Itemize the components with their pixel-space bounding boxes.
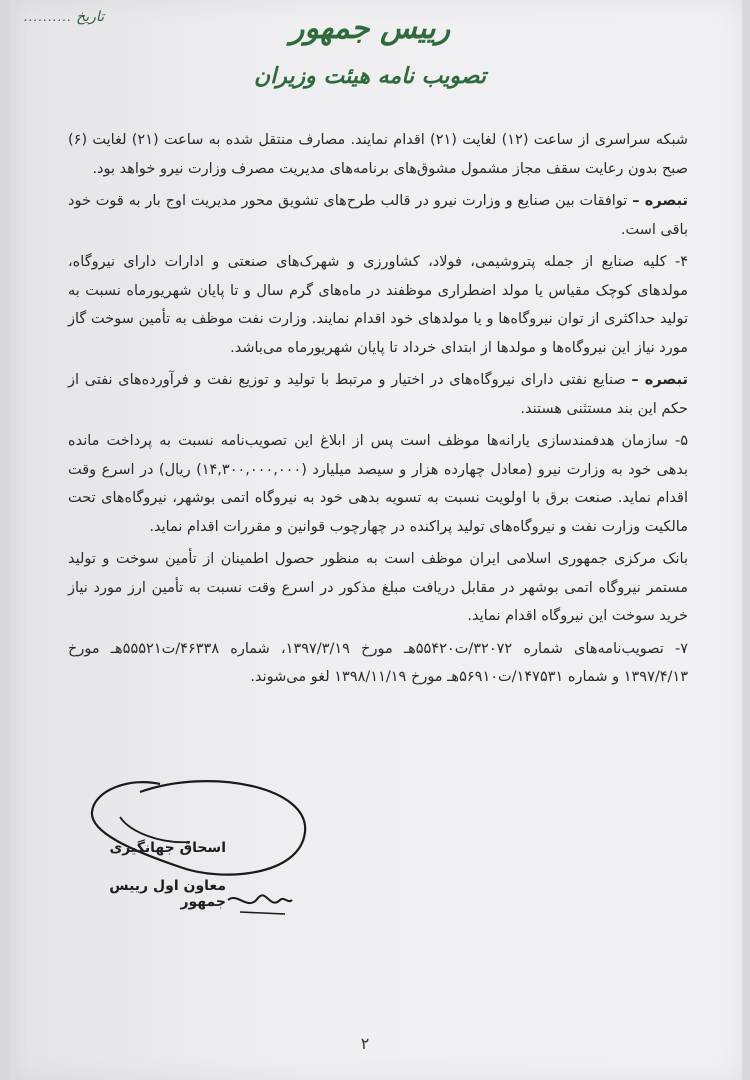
document-body	[68, 126, 688, 696]
note-label: تبصره –	[631, 372, 688, 388]
page-number: ۲	[360, 1034, 370, 1053]
note-label: تبصره –	[632, 193, 688, 209]
signatory-title: معاون اول رییس جمهور	[109, 878, 226, 910]
letterhead-subtitle: تصویب نامه هیئت وزیران	[254, 63, 486, 89]
signature-scribble-icon	[70, 772, 330, 947]
note-text: صنایع نفتی دارای نیروگاه‌های در اختیار و مرتبط با تولید و توزیع نفت و فرآورده‌های نفتی از حکم این بند مستثنی هستند.	[68, 372, 688, 417]
date-field	[24, 6, 104, 28]
date-dots: ..........	[24, 10, 73, 24]
paragraph-1: شبکه سراسری از ساعت (۱۲) لغایت (۲۱) اقدام نمایند. مصارف منتقل شده به ساعت (۲۱) لغایت (۶) صبح بدون رعایت سقف مجاز مشمول مشوق‌های برنامه‌های مدیریت مصرف وزارت نیرو خواهد بود.	[68, 132, 689, 177]
paragraph-5: ۵- سازمان هدفمندسازی یارانه‌ها موظف است پس از ابلاغ این تصویب‌نامه نسبت به پرداخت مانده بدهی خود به وزارت نیرو (معادل چهارده هزار و سیصد میلیارد (۱۴,۳۰۰,۰۰۰,۰۰۰) ریال) در اسرع وقت اقدام نماید. صنعت برق با اولویت نسبت به تسویه بدهی خود به نیروگاه اتمی بوشهر، نیروگاه‌های تحت مالکیت وزارت نفت و نیروگاه‌های تولید پراکنده در چهارچوب قوانین و مقررات اقدام نماید.	[68, 433, 689, 535]
paragraph-2	[68, 187, 688, 244]
letterhead-title: رییس جمهور	[289, 11, 451, 46]
date-label: تاریخ	[76, 9, 105, 25]
paragraph-3: ۴- کلیه صنایع از جمله پتروشیمی، فولاد، کشاورزی و شهرک‌های صنعتی و ادارات دارای نیروگاه، مولدهای کوچک مقیاس یا مولد اضطراری موظفند در ماه‌های گرم سال و تا پایان شهریورماه نسبت به تولید حداکثری از توان نیروگاه‌ها و یا مولدهای خود اقدام نمایند. وزارت نفت موظف به تأمین سوخت گاز مورد نیاز این نیروگاه‌ها و مولدها از ابتدای خرداد تا پایان شهریورماه می‌باشد.	[68, 254, 688, 356]
paragraph-7: ۷- تصویب‌نامه‌های شماره ۳۲۰۷۲/ت۵۵۴۲۰هـ مورخ ۱۳۹۷/۳/۱۹، شماره ۴۶۳۳۸/ت۵۵۵۲۱هـ مورخ ۱۳۹۷/۴/۱۳ و شماره ۱۴۷۵۳۱/ت۵۶۹۱۰هـ مورخ ۱۳۹۸/۱۱/۱۹ لغو می‌شوند.	[68, 640, 689, 685]
letterhead	[240, 6, 500, 94]
handwritten-signature	[70, 772, 330, 947]
document-page	[10, 0, 742, 1080]
signatory-name: اسحاق جهانگیری	[109, 840, 226, 856]
note-text: توافقات بین صنایع و وزارت نیرو در قالب طرح‌های تشویق محور مدیریت اوج بار به قوت خود باقی است.	[68, 193, 688, 238]
paragraph-6: بانک مرکزی جمهوری اسلامی ایران موظف است به منظور حصول اطمینان از تأمین سوخت و تولید مستمر نیروگاه اتمی بوشهر در مقابل دریافت مبلغ مذکور در اسرع وقت نسبت به تأمین ارز مورد نیاز خرید سوخت این نیروگاه اقدام نماید.	[68, 551, 688, 624]
paragraph-4	[68, 366, 688, 423]
